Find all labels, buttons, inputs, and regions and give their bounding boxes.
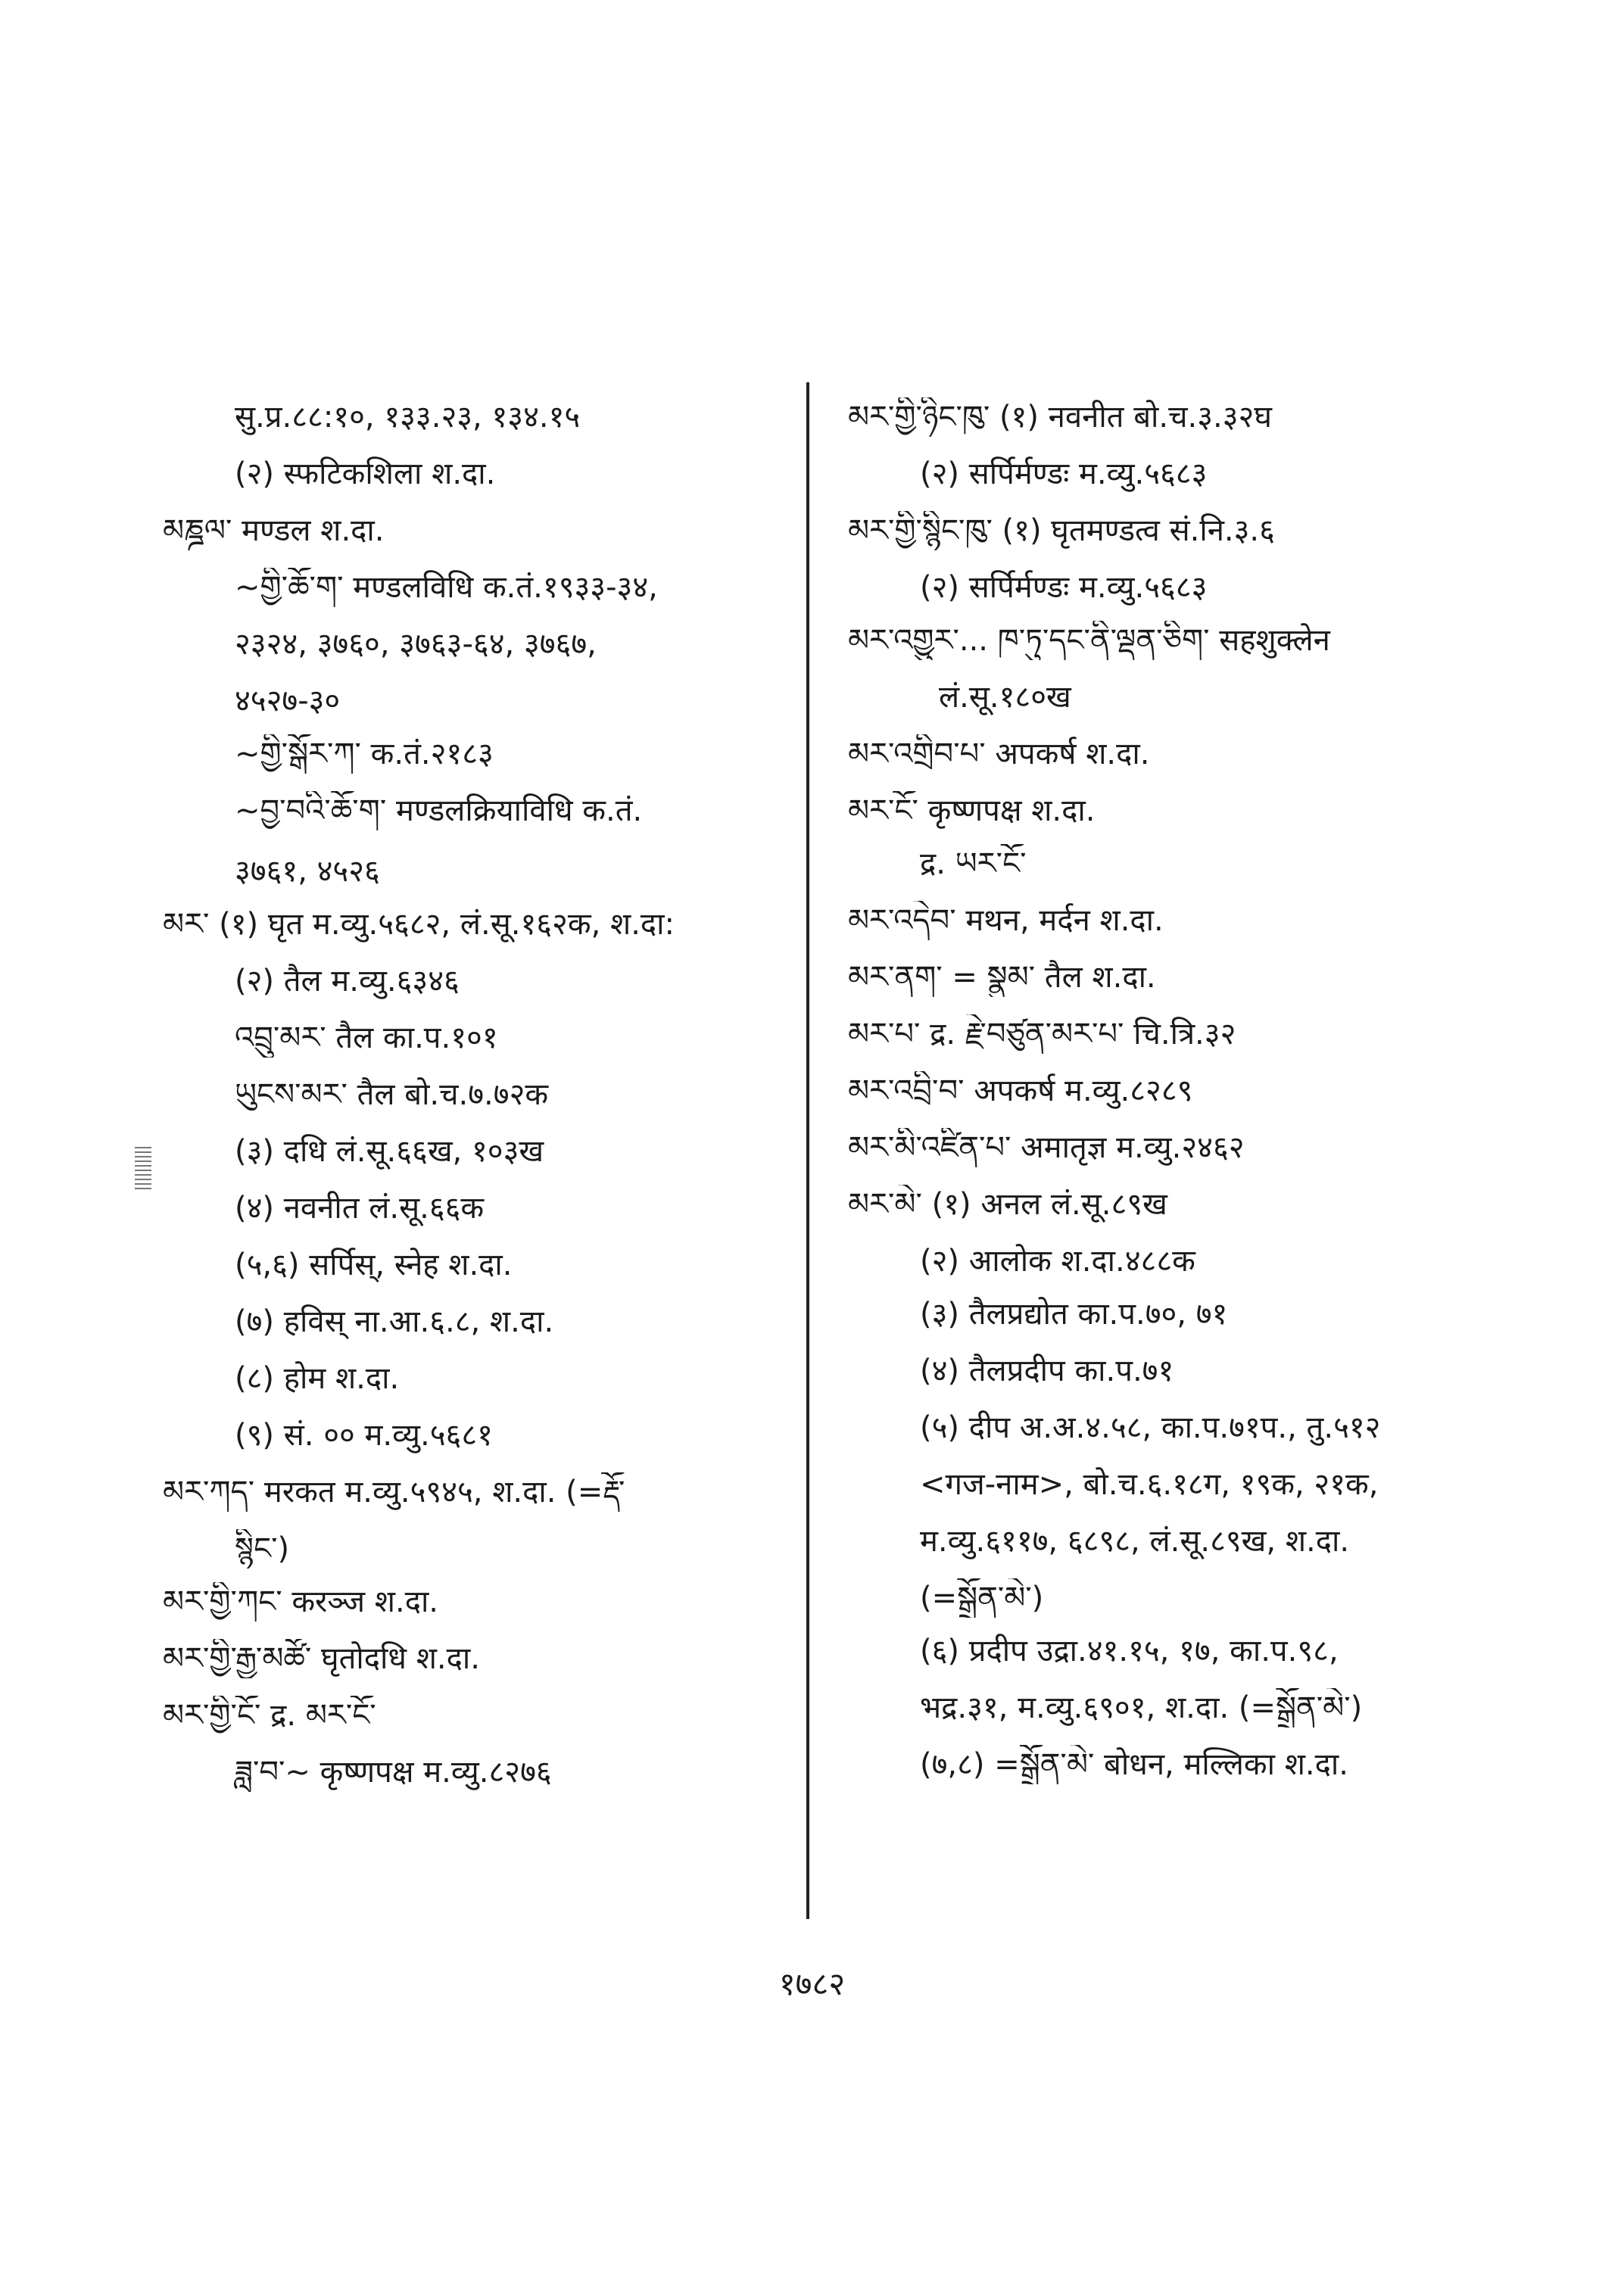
entry-line: མར་གྱི་རྒྱ་མཚོ་ घृतोदधि श.दा. (163, 1641, 480, 1676)
entry-line: (=སྒྲོན་མེ་) (920, 1581, 1044, 1615)
page-number: १७८२ (778, 1965, 846, 2002)
entry-line: (९) सं. ०० म.व्यु.५६८१ (235, 1418, 493, 1453)
entry-line: མར་མེ་ (१) अनल लं.सू.८९ख (848, 1187, 1167, 1222)
entry-line: ४५२७-३० (235, 684, 341, 718)
entry-line: མར་ (१) घृत म.व्यु.५६८२, लं.सू.१६२क, श.दा: (163, 907, 675, 942)
entry-line: འབྲུ་མར་ तैल का.प.१०१ (235, 1020, 498, 1055)
entry-line: (२) तैल म.व्यु.६३४६ (235, 964, 460, 999)
entry-line: (४) तैलप्रदीप का.प.७१ (920, 1354, 1174, 1388)
column-divider (806, 382, 809, 1919)
entry-line: མར་འགྱུར་... ཁ་ཏུ་དང་ནི་ལྡན་ཅིག་ सहशुक्लेन (848, 623, 1330, 658)
entry-line: (४) नवनीत लं.सू.६६क (235, 1191, 485, 1226)
entry-line: (२) सर्पिर्मण्डः म.व्यु.५६८३ (920, 456, 1208, 491)
entry-line: ~གྱི་སྒོར་ཀ་ क.तं.२१८३ (235, 737, 494, 771)
entry-line: (३) तैलप्रद्योत का.प.७०, ७१ (920, 1297, 1228, 1332)
entry-line: མར་ཀད་ मरकत म.व्यु.५९४५, श.दा. (=རྡོ་ (163, 1475, 625, 1509)
entry-line: མར་གྱི་ངོ་ द्र. མར་ངོ་ (163, 1698, 376, 1733)
entry-line: མར་གྱི་ཉིང་ཁུ་ (१) नवनीत बो.च.३.३२घ (848, 400, 1272, 435)
entry-line: མར་འབྲི་བ་ अपकर्ष म.व्यु.८२८९ (848, 1073, 1193, 1108)
entry-line: མཎྜལ་ मण्डल श.दा. (163, 513, 385, 548)
entry-line: མར་གྱི་ཀང་ करञ्ज श.दा. (163, 1584, 439, 1619)
entry-line: ཟླ་བ་~ कृष्णपक्ष म.व्यु.८२७६ (235, 1755, 552, 1790)
entry-line: མར་མི་འཛིན་པ་ अमातृज्ञ म.व्यु.२४६२ (848, 1130, 1245, 1165)
entry-line: (२) स्फटिकशिला श.दा. (235, 456, 496, 491)
entry-line: सु.प्र.८८:१०, १३३.२३, १३४.१५ (235, 400, 581, 435)
entry-line: (३) दधि लं.सू.६६ख, १०३ख (235, 1134, 544, 1169)
entry-line: (७) हविस् ना.आ.६.८, श.दा. (235, 1304, 554, 1339)
entry-line: (५) दीप अ.अ.४.५८, का.प.७१प., तु.५१२ (920, 1410, 1381, 1445)
entry-line: མར་གྱི་སྙིང་ཁུ་ (१) घृतमण्डत्व सं.नि.३.६ (848, 513, 1275, 548)
entry-line: མར་ངོ་ कृष्णपक्ष श.दा. (848, 793, 1096, 828)
entry-line: २३२४, ३७६०, ३७६३-६४, ३७६७, (235, 627, 597, 662)
entry-line: (२) सर्पिर्मण्डः म.व्यु.५६८३ (920, 570, 1208, 605)
entry-line: ཡུངས་མར་ तैल बो.च.७.७२क (235, 1077, 549, 1112)
entry-line: མར་འགྲིབ་པ་ अपकर्ष श.दा. (848, 737, 1150, 771)
entry-line: མར་པ་ द्र. རྗེ་བཙུན་མར་པ་ चि.त्रि.३२ (848, 1017, 1236, 1051)
entry-line: (८) होम श.दा. (235, 1361, 400, 1396)
entry-line: (२) आलोक श.दा.४८८क (920, 1244, 1195, 1279)
entry-line: མར་འདེབ་ मथन, मर्दन श.दा. (848, 903, 1164, 938)
margin-mark (135, 1147, 151, 1192)
entry-line: भद्र.३१, म.व्यु.६९०१, श.दा. (=སྒྲོན་མེ་) (920, 1690, 1363, 1725)
entry-line: ~གྱི་ཆོ་ག་ मण्डलविधि क.तं.१९३३-३४, (235, 570, 658, 605)
entry-line: (७,८) =སྒྲོན་མེ་ बोधन, मल्लिका श.दा. (920, 1747, 1348, 1782)
entry-line: ~བྱ་བའི་ཆོ་ག་ मण्डलक्रियाविधि क.तं. (235, 793, 643, 828)
entry-line: (५,६) सर्पिस्, स्नेह श.दा. (235, 1248, 513, 1282)
entry-line: (६) प्रदीप उद्रा.४१.१५, १७, का.प.९८, (920, 1634, 1339, 1668)
entry-line: སྙིང་) (235, 1531, 290, 1566)
entry-line: द्र. ཡར་ངོ་ (920, 846, 1027, 881)
entry-line: लं.सू.१८०ख (939, 680, 1071, 715)
entry-line: <गज-नाम>, बो.च.६.१८ग, १९क, २१क, (920, 1467, 1379, 1502)
entry-line: མར་ནག་ = སྣུམ་ तैल श.दा. (848, 960, 1156, 995)
entry-line: म.व्यु.६११७, ६८९८, लं.सू.८९ख, श.दा. (920, 1524, 1350, 1559)
entry-line: ३७६१, ४५२६ (235, 854, 380, 889)
